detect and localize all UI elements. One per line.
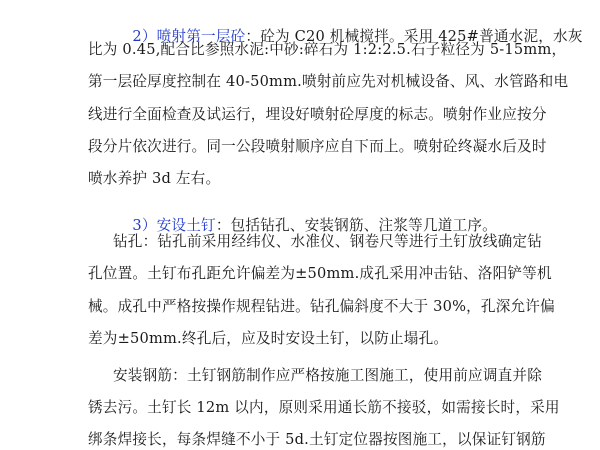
section2-heading-text: ：砼为 C20 机械搅拌。采用 425#普通水泥，水灰 — [245, 28, 583, 45]
drilling-line-1: 钻孔：钻孔前采用经纬仪、水准仪、钢卷尺等进行土钉放线确定钻 — [113, 233, 543, 250]
section2-line-1: 比为 0.45,配合比参照水泥:中砂:碎石为 1:2:2.5.石子粒径为 5-15mm， — [88, 41, 567, 58]
section3-number: 3） — [132, 217, 157, 234]
section2-line-5: 喷水养护 3d 左右。 — [88, 170, 221, 187]
section2-title: 喷射第一层砼 — [156, 28, 246, 45]
section2-line-4: 段分片依次进行。同一公段喷射顺序应自下而上。喷射砼终凝水后及时 — [88, 138, 547, 155]
rebar-line-3: 绑条焊接长，每条焊缝不小于 5d.土钉定位器按图施工，以保证钉钢筋 — [88, 431, 546, 448]
drilling-line-2: 孔位置。土钉布孔距允许偏差为±50mm.成孔采用冲击钻、洛阳铲等机 — [88, 265, 552, 282]
section3-title: 安设土钉 — [156, 217, 216, 234]
rebar-line-2: 锈去污。土钉长 12m 以内，原则采用通长筋不接驳，如需接长时，采用 — [88, 399, 560, 416]
drilling-line-3: 械。成孔中严格按操作规程钻进。钻孔偏斜度不大于 30%，孔深允许偏 — [88, 298, 555, 315]
section2-line-3: 线进行全面检查及试运行，埋设好喷射砼厚度的标志。喷射作业应按分 — [88, 106, 547, 123]
drilling-line-4: 差为±50mm.终孔后，应及时安设土钉，以防止塌孔。 — [88, 330, 449, 347]
section2-number: 2） — [132, 28, 157, 45]
rebar-line-1: 安装钢筋：土钉钢筋制作应严格按施工图施工，使用前应调直并除 — [113, 367, 543, 384]
section2-line-2: 第一层砼厚度控制在 40-50mm.喷射前应先对机械设备、风、水管路和电 — [88, 73, 569, 90]
section3-heading-text: ：包括钻孔、安装钢筋、注浆等几道工序。 — [215, 217, 497, 234]
